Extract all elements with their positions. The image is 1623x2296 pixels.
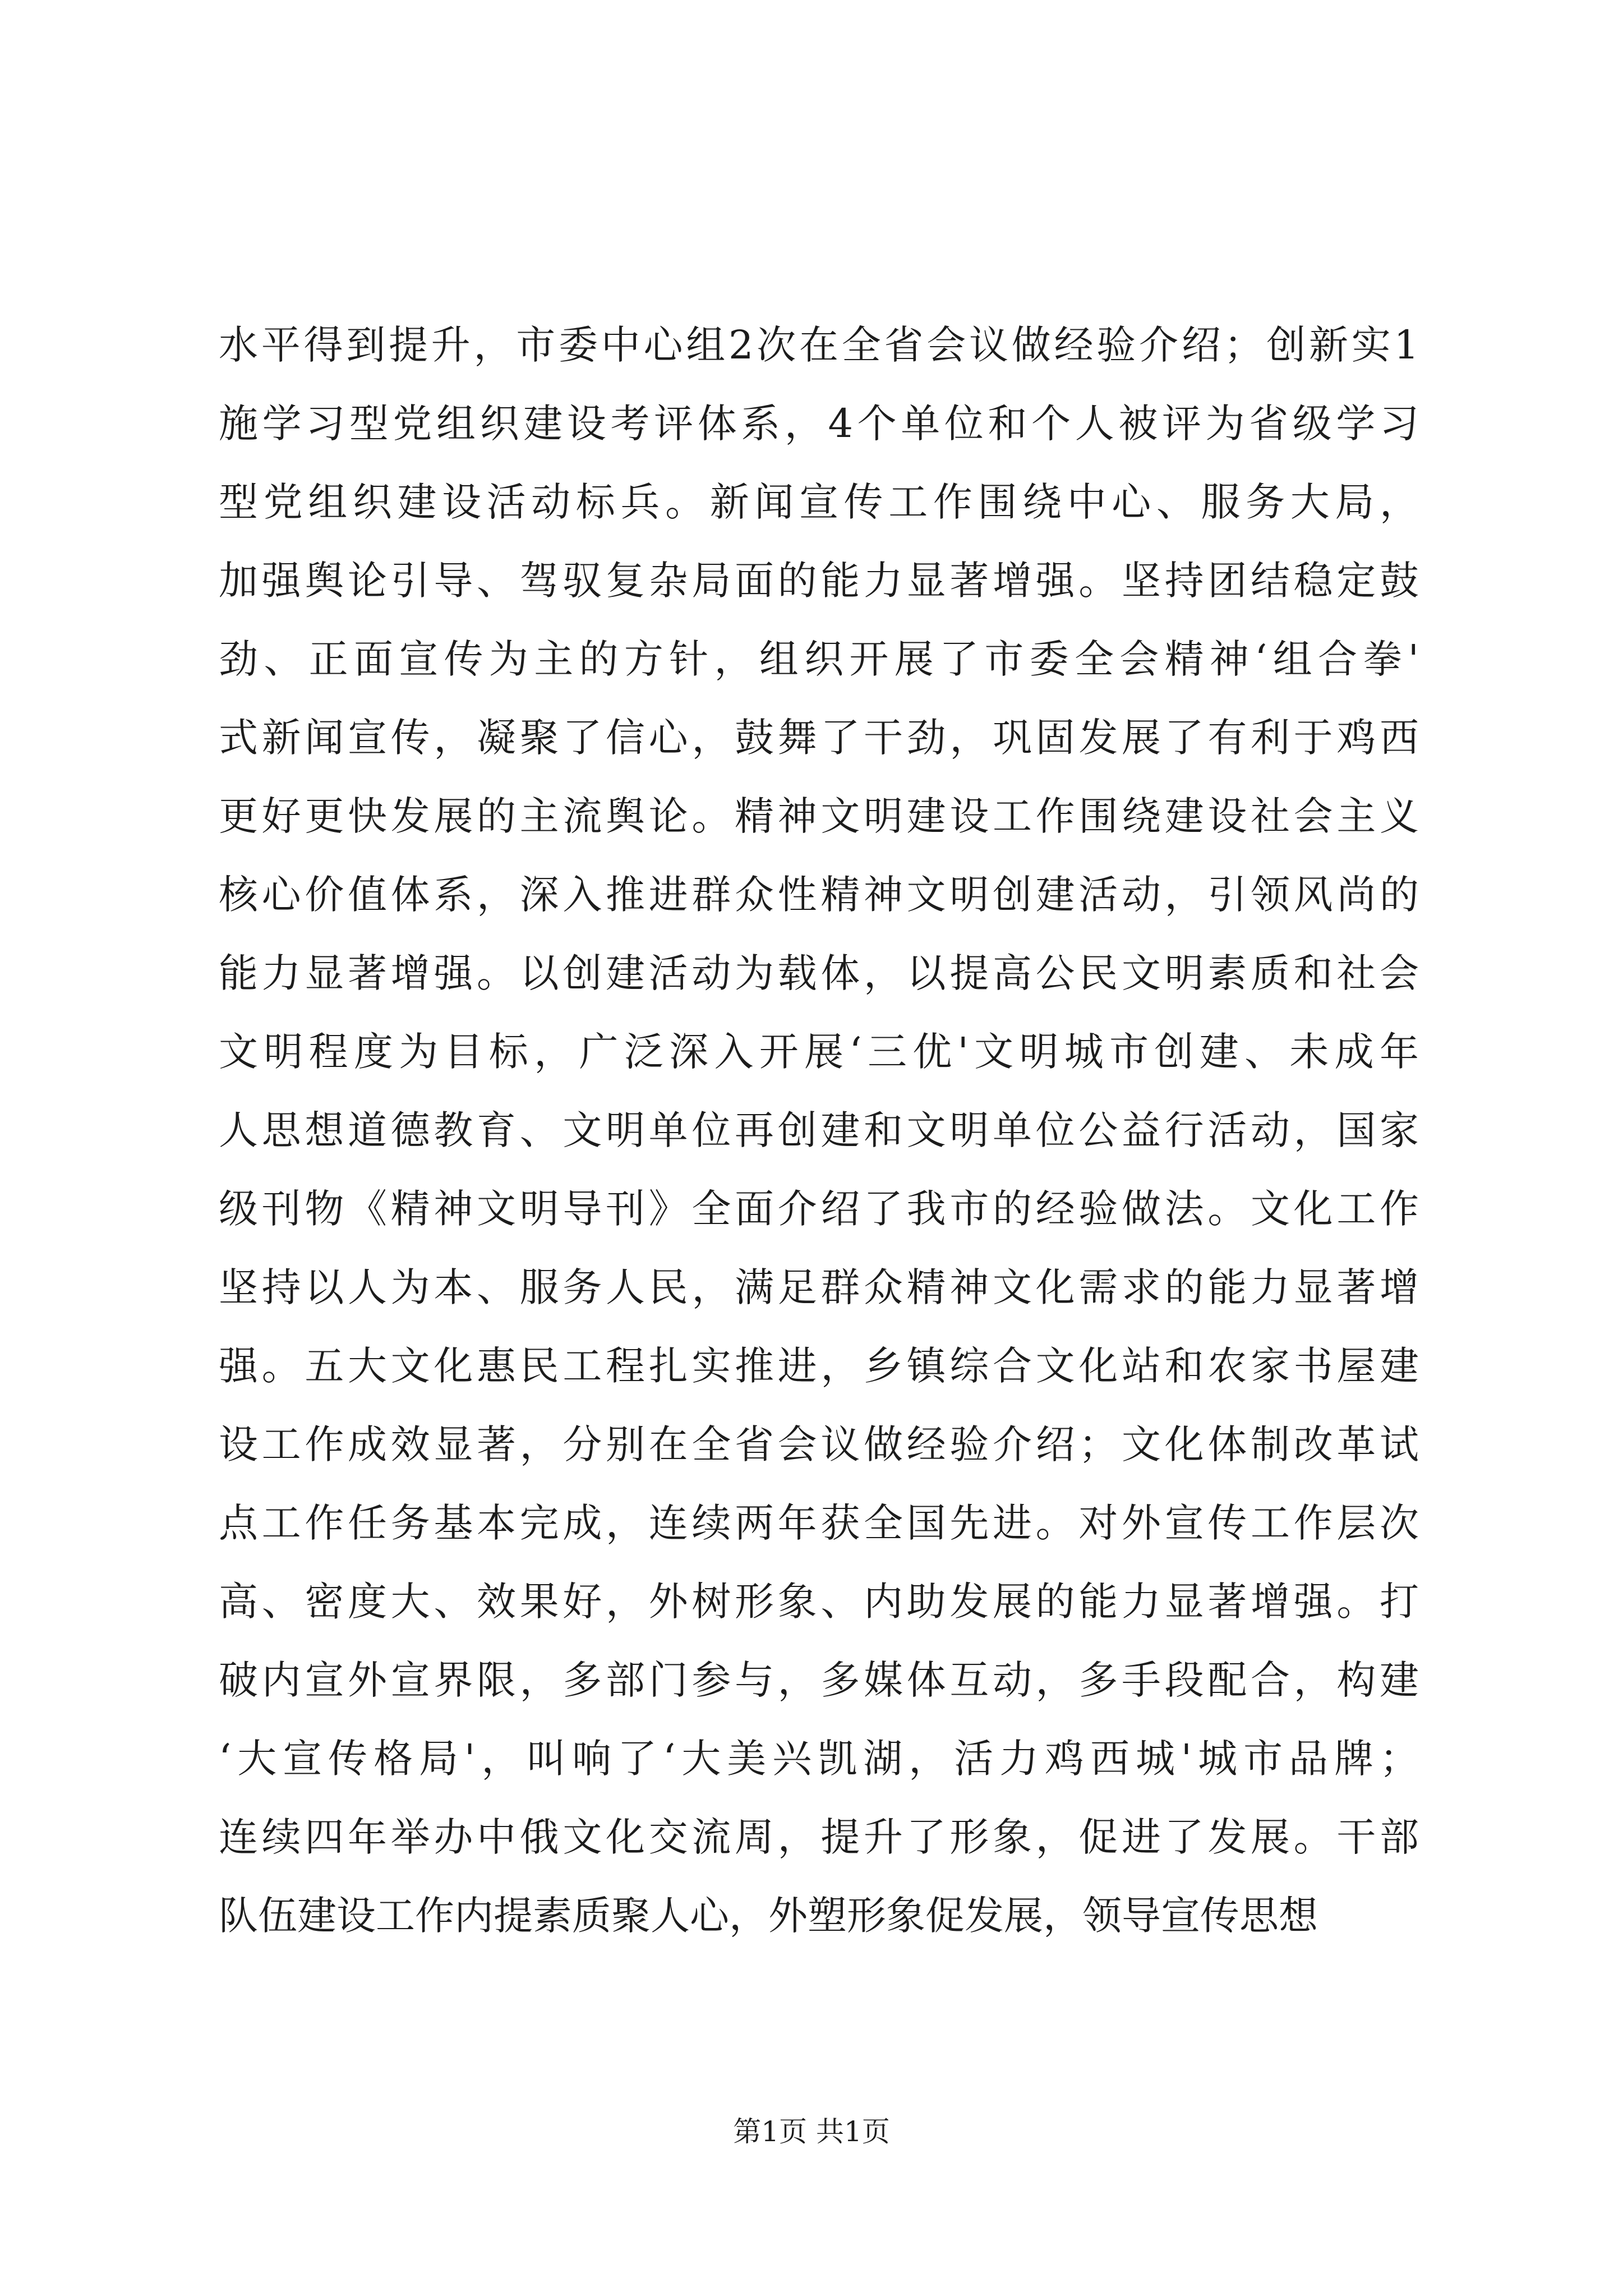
text-line: 更好更快发展的主流舆论。精神文明建设工作围绕建设社会主义 bbox=[219, 793, 1419, 839]
text-line: 核心价值体系，深入推进群众性精神文明创建活动，引领风尚的 bbox=[219, 872, 1419, 918]
text-line: 设工作成效显著，分别在全省会议做经验介绍；文化体制改革试 bbox=[219, 1421, 1419, 1467]
text-line: 能力显著增强。以创建活动为载体，以提高公民文明素质和社会 bbox=[219, 950, 1419, 996]
text-line: 连续四年举办中俄文化交流周，提升了形象，促进了发展。干部 bbox=[219, 1814, 1419, 1860]
text-line: 劲、正面宣传为主的方针，组织开展了市委全会精神‘组合拳' bbox=[219, 636, 1419, 682]
text-line: ‘大宣传格局'，叫响了‘大美兴凯湖，活力鸡西城'城市品牌； bbox=[219, 1736, 1419, 1782]
text-line: 式新闻宣传，凝聚了信心，鼓舞了干劲，巩固发展了有利于鸡西 bbox=[219, 715, 1419, 761]
text-line: 施学习型党组织建设考评体系，4个单位和个人被评为省级学习 bbox=[219, 401, 1419, 447]
text-line: 型党组织建设活动标兵。新闻宣传工作围绕中心、服务大局， bbox=[219, 479, 1419, 525]
text-line: 队伍建设工作内提素质聚人心，外塑形象促发展，领导宣传思想 bbox=[219, 1893, 1318, 1939]
text-line: 破内宣外宣界限，多部门参与，多媒体互动，多手段配合，构建 bbox=[219, 1657, 1419, 1703]
page-footer bbox=[0, 2112, 1623, 2151]
text-line: 文明程度为目标，广泛深入开展‘三优'文明城市创建、未成年 bbox=[219, 1029, 1419, 1075]
text-line: 人思想道德教育、文明单位再创建和文明单位公益行活动，国家 bbox=[219, 1107, 1419, 1153]
text-line: 级刊物《精神文明导刊》全面介绍了我市的经验做法。文化工作 bbox=[219, 1186, 1419, 1232]
text-line: 强。五大文化惠民工程扎实推进，乡镇综合文化站和农家书屋建 bbox=[219, 1343, 1419, 1389]
body-text bbox=[219, 306, 1419, 1955]
page-number-label: 第1页 共1页 bbox=[733, 2115, 890, 2148]
text-line: 点工作任务基本完成，连续两年获全国先进。对外宣传工作层次 bbox=[219, 1500, 1419, 1546]
text-line: 水平得到提升，市委中心组2次在全省会议做经验介绍；创新实1 bbox=[219, 322, 1419, 368]
text-line: 坚持以人为本、服务人民，满足群众精神文化需求的能力显著增 bbox=[219, 1264, 1419, 1310]
text-line: 加强舆论引导、驾驭复杂局面的能力显著增强。坚持团结稳定鼓 bbox=[219, 558, 1419, 604]
text-line: 高、密度大、效果好，外树形象、内助发展的能力显著增强。打 bbox=[219, 1579, 1419, 1625]
